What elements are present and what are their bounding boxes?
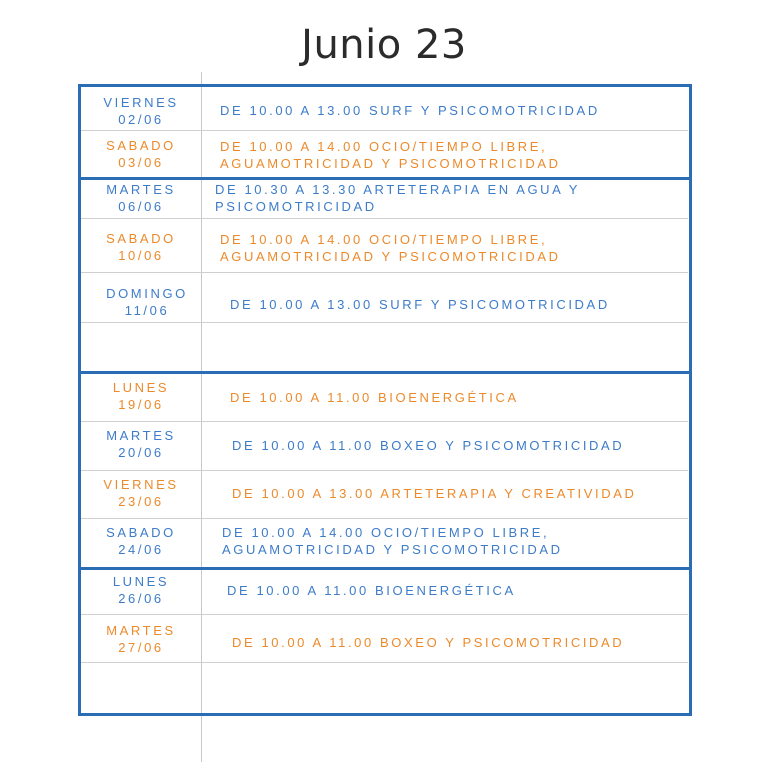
- activity-line: DE 10.00 A 11.00 BOXEO Y PSICOMOTRICIDAD: [232, 635, 625, 650]
- day-date: 11/06: [124, 303, 170, 318]
- day-name: MARTES: [106, 623, 176, 638]
- activity-line: DE 10.00 A 11.00 BOXEO Y PSICOMOTRICIDAD: [232, 438, 625, 453]
- page-title: Junio 23: [301, 22, 467, 68]
- activity-line: DE 10.00 A 13.00 SURF Y PSICOMOTRICIDAD: [230, 297, 610, 312]
- activity-cell: [232, 437, 624, 454]
- activity-cell: [222, 524, 563, 558]
- day-cell: [82, 230, 200, 264]
- day-name: LUNES: [112, 380, 170, 395]
- activity-cell: [227, 582, 516, 599]
- day-cell: [82, 524, 200, 558]
- activity-cell: [230, 389, 519, 406]
- day-date: 24/06: [118, 542, 164, 557]
- day-cell: [82, 379, 200, 413]
- activity-line: DE 10.00 A 13.00 SURF Y PSICOMOTRICIDAD: [220, 103, 600, 118]
- activity-line: DE 10.00 A 11.00 BIOENERGÉTICA: [227, 583, 516, 598]
- day-date: 23/06: [118, 494, 164, 509]
- day-cell: [82, 622, 200, 656]
- activity-cell: [220, 102, 600, 119]
- activity-line: DE 10.00 A 14.00 OCIO/TIEMPO LIBRE,: [222, 525, 550, 540]
- activity-cell: [220, 138, 561, 172]
- day-name: SABADO: [106, 231, 176, 246]
- activity-line: DE 10.00 A 14.00 OCIO/TIEMPO LIBRE,: [220, 139, 548, 154]
- day-date: 27/06: [118, 640, 164, 655]
- activity-line: AGUAMOTRICIDAD Y PSICOMOTRICIDAD: [222, 542, 563, 557]
- activity-line: DE 10.00 A 11.00 BIOENERGÉTICA: [230, 390, 519, 405]
- day-name: VIERNES: [103, 95, 179, 110]
- activity-line: PSICOMOTRICIDAD: [215, 199, 377, 214]
- activity-line: AGUAMOTRICIDAD Y PSICOMOTRICIDAD: [220, 156, 561, 171]
- day-cell: [88, 285, 206, 319]
- day-name: LUNES: [112, 574, 170, 589]
- day-date: 10/06: [118, 248, 164, 263]
- day-cell: [82, 476, 200, 510]
- day-name: SABADO: [106, 525, 176, 540]
- activity-cell: [230, 296, 610, 313]
- activity-line: DE 10.00 A 13.00 ARTETERAPIA Y CREATIVIDAD: [232, 486, 637, 501]
- day-cell: [82, 137, 200, 171]
- day-name: DOMINGO: [106, 286, 188, 301]
- activity-cell: [215, 181, 580, 215]
- activity-cell: [232, 634, 624, 651]
- day-date: 19/06: [118, 397, 164, 412]
- day-cell: [82, 94, 200, 128]
- day-date: 03/06: [118, 155, 164, 170]
- day-date: 02/06: [118, 112, 164, 127]
- day-date: 06/06: [118, 199, 164, 214]
- day-date: 26/06: [118, 591, 164, 606]
- day-cell: [82, 181, 200, 215]
- day-name: VIERNES: [103, 477, 179, 492]
- activity-line: AGUAMOTRICIDAD Y PSICOMOTRICIDAD: [220, 249, 561, 264]
- activity-line: DE 10.30 A 13.30 ARTETERAPIA EN AGUA Y: [215, 182, 580, 197]
- day-name: MARTES: [106, 182, 176, 197]
- day-name: MARTES: [106, 428, 176, 443]
- day-name: SABADO: [106, 138, 176, 153]
- day-cell: [82, 573, 200, 607]
- activity-line: DE 10.00 A 14.00 OCIO/TIEMPO LIBRE,: [220, 232, 548, 247]
- day-cell: [82, 427, 200, 461]
- day-date: 20/06: [118, 445, 164, 460]
- activity-cell: [232, 485, 637, 502]
- activity-cell: [220, 231, 561, 265]
